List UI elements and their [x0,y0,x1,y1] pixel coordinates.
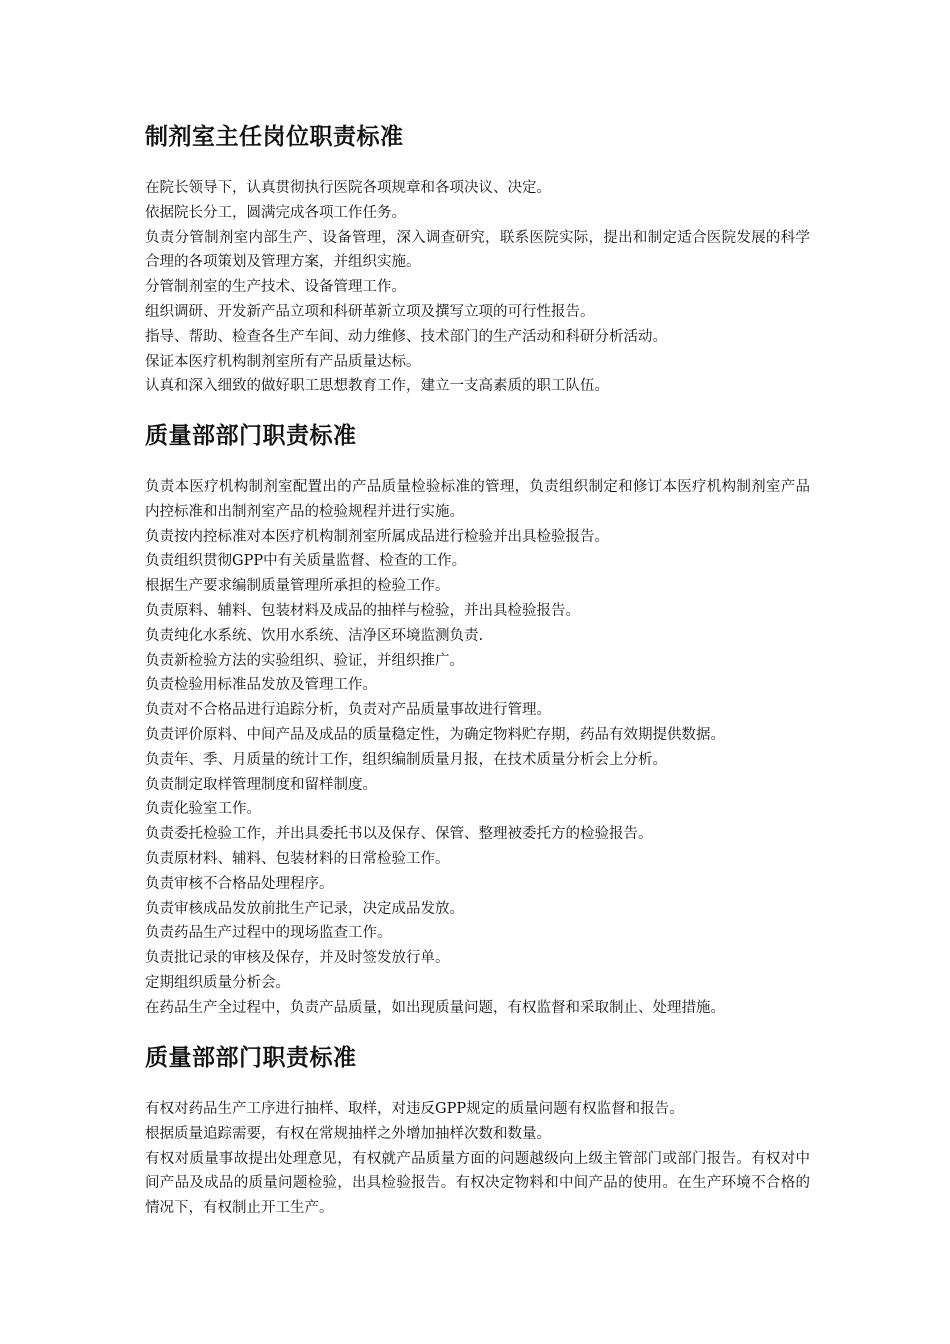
paragraph: 根据生产要求编制质量管理所承担的检验工作。 [145,578,450,595]
section-quality-dept-authority [145,1043,810,1221]
paragraph: 分管制剂室的生产技术、设备管理工作。 [145,279,406,296]
paragraph: 在药品生产全过程中，负责产品质量，如出现质量问题，有权监督和采取制止、处理措施。 [145,999,725,1016]
paragraph: 保证本医疗机构制剂室所有产品质量达标。 [145,353,421,370]
paragraph: 负责审核不合格品处理程序。 [145,875,334,892]
paragraph: 指导、帮助、检查各生产车间、动力维修、技术部门的生产活动和科研分析活动。 [145,328,667,345]
paragraph: 认真和深入细致的做好职工思想教育工作，建立一支高素质的职工队伍。 [145,378,609,395]
section-title: 质量部部门职责标准 [145,423,357,449]
paragraph: 负责分管制剂室内部生产、设备管理，深入调查研究，联系医院实际，提出和制定适合医院发展的科学合理的各项策划及管理方案，并组织实施。 [145,229,810,271]
paragraph: 负责对不合格品进行追踪分析，负责对产品质量事故进行管理。 [145,702,551,719]
paragraph: 负责组织贯彻GPP中有关质量监督、检查的工作。 [145,553,467,570]
paragraph: 根据质量追踪需要，有权在常规抽样之外增加抽样次数和数量。 [145,1125,551,1142]
paragraph: 定期组织质量分析会。 [145,974,290,991]
paragraph: 负责按内控标准对本医疗机构制剂室所属成品进行检验并出具检验报告。 [145,528,609,545]
paragraph: 负责化验室工作。 [145,801,261,818]
paragraph: 负责检验用标准品发放及管理工作。 [145,677,377,694]
paragraph: 负责本医疗机构制剂室配置出的产品质量检验标准的管理，负责组织制定和修订本医疗机构制剂室产品内控标准和出制剂室产品的检验规程并进行实施。 [145,479,810,520]
paragraph: 负责制定取样管理制度和留样制度。 [145,776,377,793]
paragraph: 负责委托检验工作，并出具委托书以及保存、保管、整理被委托方的检验报告。 [145,826,653,843]
section-title: 质量部部门职责标准 [145,1045,357,1071]
paragraph: 负责原料、辅料、包装材料及成品的抽样与检验，并出具检验报告。 [145,602,580,619]
section-director-duties [145,122,810,399]
paragraph: 在院长领导下，认真贯彻执行医院各项规章和各项决议、决定。 [145,180,551,196]
paragraph: 负责新检验方法的实验组织、验证，并组织推广。 [145,652,464,669]
paragraph: 负责纯化水系统、饮用水系统、洁净区环境监测负责. [145,627,484,644]
paragraph: 组织调研、开发新产品立项和科研革新立项及撰写立项的可行性报告。 [145,303,595,320]
paragraph: 负责原材料、辅料、包装材料的日常检验工作。 [145,850,450,867]
paragraph: 负责批记录的审核及保存，并及时签发放行单。 [145,950,450,967]
paragraph: 有权对质量事故提出处理意见，有权就产品质量方面的问题越级向上级主管部门或部门报告。有权对中间产品及成品的质量问题检验，出具检验报告。有权决定物料和中间产品的使用。在生产环境不合格的情况下，有权制止开工生产。 [145,1150,810,1217]
section-quality-dept-duties [145,421,810,1021]
section-title: 制剂室主任岗位职责标准 [145,124,404,150]
paragraph: 有权对药品生产工序进行抽样、取样，对违反GPP规定的质量问题有权监督和报告。 [145,1101,684,1117]
paragraph: 负责药品生产过程中的现场监查工作。 [145,925,392,942]
paragraph: 依据院长分工，圆满完成各项工作任务。 [145,204,406,221]
paragraph: 负责年、季、月质量的统计工作，组织编制质量月报，在技术质量分析会上分析。 [145,751,667,768]
paragraph: 负责评价原料、中间产品及成品的质量稳定性，为确定物料贮存期，药品有效期提供数据。 [145,726,725,743]
paragraph: 负责审核成品发放前批生产记录，决定成品发放。 [145,900,464,917]
